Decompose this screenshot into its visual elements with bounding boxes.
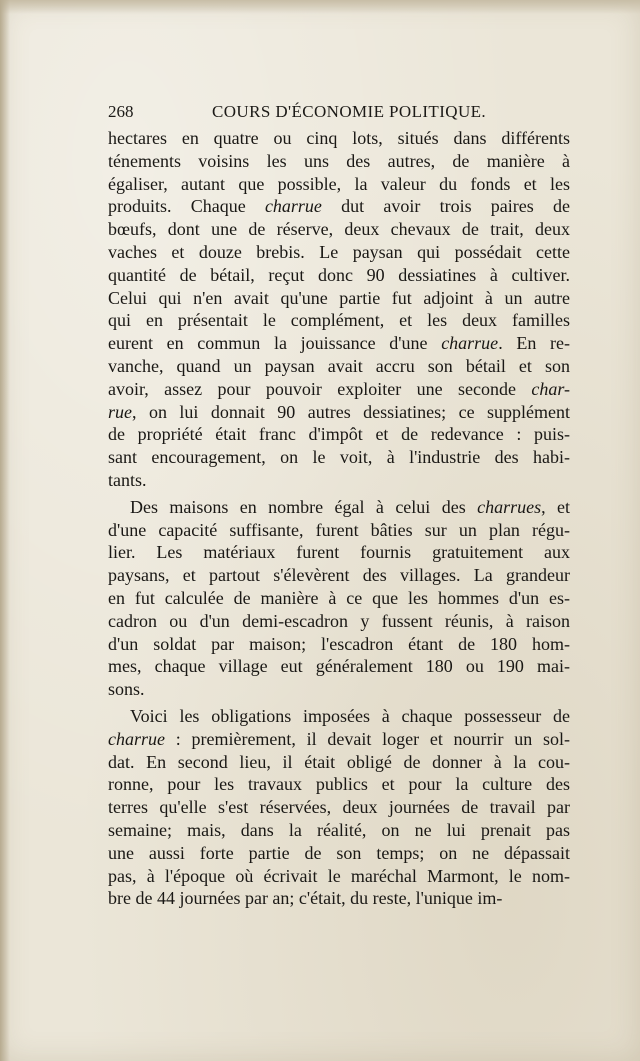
text-line <box>108 705 570 728</box>
text-run: . En re- <box>498 333 570 354</box>
text-line <box>108 541 570 564</box>
body-text <box>108 127 570 910</box>
text-run: d'un soldat par maison; l'escadron étant de 180 hom- <box>108 633 570 654</box>
text-line <box>108 865 570 888</box>
text-line <box>108 150 570 173</box>
page-header <box>108 100 570 126</box>
text-run: dut avoir trois paires de <box>321 196 570 217</box>
text-run: sons. <box>108 679 145 700</box>
text-line <box>108 887 570 910</box>
text-run: : premièrement, il devait loger et nourrir un sol- <box>165 728 570 749</box>
text-run: quantité de bétail, reçut donc 90 dessiatines à cultiver. <box>108 264 570 285</box>
text-line <box>108 309 570 332</box>
text-run: bre de 44 journées par an; c'était, du reste, l'unique im- <box>108 888 503 909</box>
running-head: COURS D'ÉCONOMIE POLITIQUE. <box>212 102 487 121</box>
text-run: lier. Les matériaux furent fournis gratuitement aux <box>108 542 570 563</box>
text-line <box>108 633 570 656</box>
text-run: vaches et douze brebis. Le paysan qui possédait cette <box>108 241 570 262</box>
text-run: cadron ou d'un demi-escadron y fussent réunis, à raison <box>108 610 570 631</box>
text-run: égaliser, autant que possible, la valeur du fonds et les <box>108 173 570 194</box>
text-run: produits. Chaque <box>108 196 265 217</box>
text-run: semaine; mais, dans la réalité, on ne lui prenait pas <box>108 819 570 840</box>
text-run: , et <box>541 496 570 517</box>
text-line <box>108 728 570 751</box>
text-line <box>108 355 570 378</box>
text-line <box>108 655 570 678</box>
italic-word: charrue <box>441 333 499 354</box>
text-line <box>108 241 570 264</box>
italic-word: charrue <box>264 196 322 217</box>
text-run: Des maisons en nombre égal à celui des <box>130 496 478 517</box>
text-run: paysans, et partout s'élevèrent des villages. La grandeur <box>108 565 570 586</box>
text-run: une aussi forte partie de son temps; on ne dépassait <box>108 842 570 863</box>
italic-word: rue <box>108 401 132 422</box>
text-run: dat. En second lieu, il était obligé de donner à la cou- <box>108 751 570 772</box>
text-run: ténements voisins les uns des autres, de manière à <box>108 150 570 171</box>
text-line <box>108 564 570 587</box>
text-line <box>108 332 570 355</box>
text-run: en fut calculée de manière à ce que les hommes d'un es- <box>108 587 570 608</box>
text-run: bœufs, dont une de réserve, deux chevaux de trait, deux <box>108 219 570 240</box>
text-run: , on lui donnait 90 autres dessiatines; ce supplément <box>132 401 570 422</box>
text-line <box>108 423 570 446</box>
paragraph <box>108 705 570 910</box>
text-line <box>108 751 570 774</box>
text-line <box>108 195 570 218</box>
text-line <box>108 587 570 610</box>
paragraph <box>108 127 570 492</box>
text-line <box>108 773 570 796</box>
text-line <box>108 264 570 287</box>
text-run: de propriété était franc d'impôt et de redevance : puis- <box>108 424 570 445</box>
text-run: Celui qui n'en avait qu'une partie fut adjoint à un autre <box>108 287 570 308</box>
text-run: tants. <box>108 469 147 490</box>
text-run: eurent en commun la jouissance d'une <box>108 333 442 354</box>
italic-word: char- <box>531 378 570 399</box>
text-line <box>108 819 570 842</box>
italic-word: charrues <box>477 496 542 517</box>
page-left-edge <box>0 0 10 1061</box>
text-run: pas, à l'époque où écrivait le maréchal Marmont, le nom- <box>108 865 570 886</box>
page-number: 268 <box>108 102 134 121</box>
text-run: avoir, assez pour pouvoir exploiter une seconde <box>108 378 532 399</box>
text-line <box>108 678 570 701</box>
text-line <box>108 218 570 241</box>
text-line <box>108 173 570 196</box>
text-line <box>108 446 570 469</box>
text-line <box>108 519 570 542</box>
text-line <box>108 401 570 424</box>
text-line <box>108 127 570 150</box>
text-run: qui en présentait le complément, et les deux familles <box>108 310 570 331</box>
text-line <box>108 842 570 865</box>
text-line <box>108 610 570 633</box>
text-run: d'une capacité suffisante, furent bâties sur un plan régu- <box>108 519 570 540</box>
text-run: terres qu'elle s'est réservées, deux journées de travail par <box>108 797 570 818</box>
text-run: ronne, pour les travaux publics et pour la culture des <box>108 774 570 795</box>
text-line <box>108 469 570 492</box>
paragraph <box>108 496 570 701</box>
text-run: Voici les obligations imposées à chaque possesseur de <box>130 705 570 726</box>
text-line <box>108 378 570 401</box>
text-line <box>108 796 570 819</box>
text-run: vanche, quand un paysan avait accru son bétail et son <box>108 355 570 376</box>
italic-word: charrue <box>108 728 165 749</box>
page-top-edge <box>0 0 640 14</box>
text-line <box>108 496 570 519</box>
text-run: hectares en quatre ou cinq lots, situés dans différents <box>108 128 570 148</box>
text-run: mes, chaque village eut généralement 180 ou 190 mai- <box>108 656 570 677</box>
text-line <box>108 287 570 310</box>
text-run: sant encouragement, on le voit, à l'industrie des habi- <box>108 447 570 468</box>
